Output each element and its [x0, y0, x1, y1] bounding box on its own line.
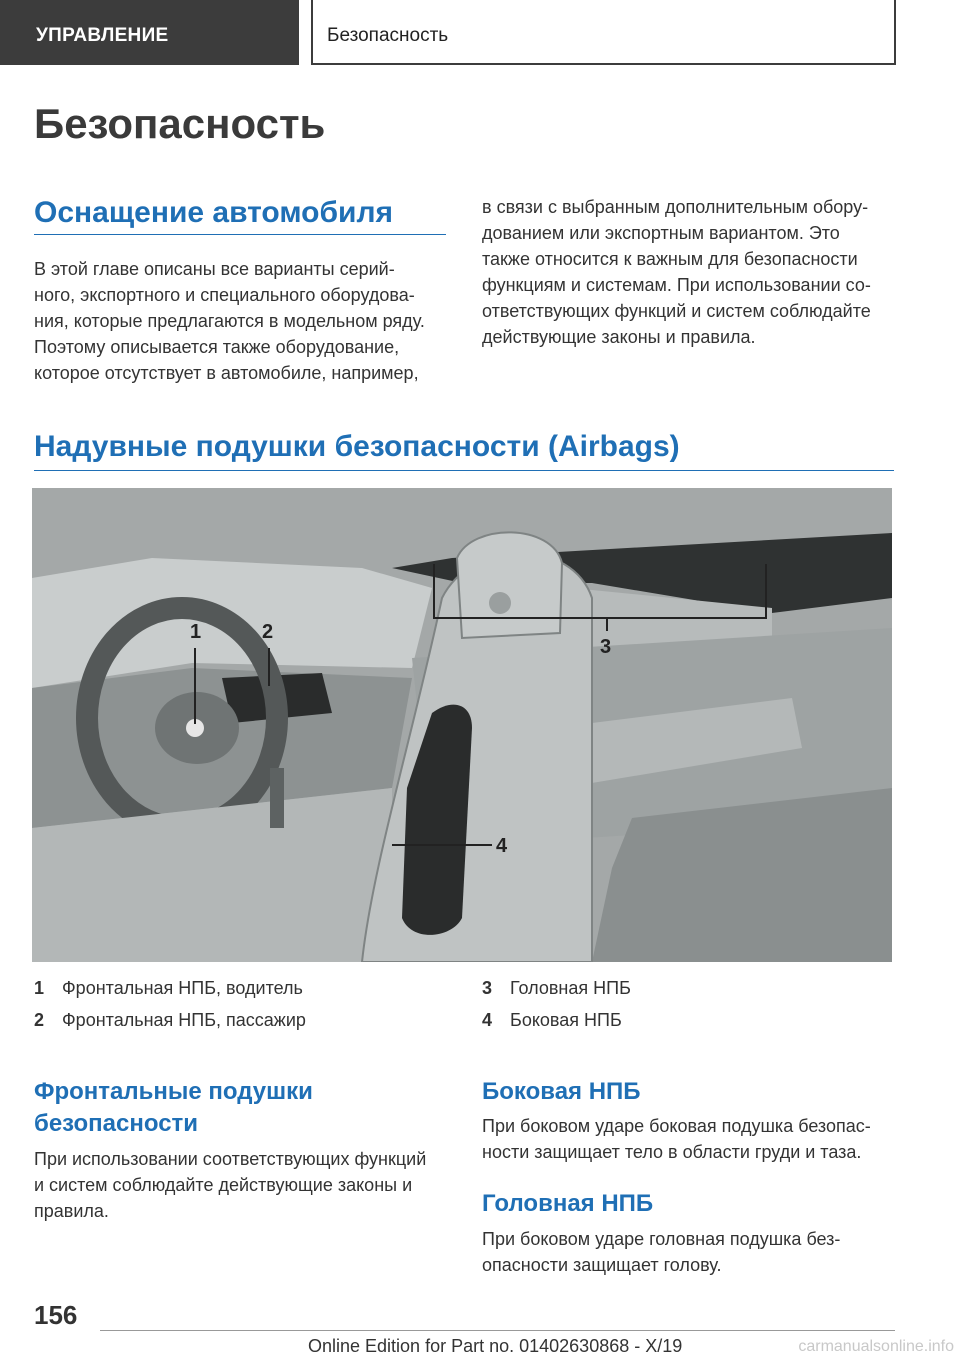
legend-number: 1: [34, 978, 45, 998]
legend-number: 2: [34, 1010, 45, 1030]
callout-4: 4: [496, 835, 508, 857]
side-airbag-heading: Боковая НПБ: [482, 1078, 641, 1105]
front-airbags-text: [34, 1146, 426, 1224]
legend-label: Фронтальная НПБ, пассажир: [62, 1010, 306, 1030]
front-airbags-heading: [34, 1076, 313, 1140]
text-line: При боковом ударе боковая подушка безопас-: [482, 1116, 871, 1136]
text-line: правила.: [34, 1201, 109, 1221]
gear-lever: [270, 768, 284, 828]
heading-line: безопасности: [34, 1110, 199, 1137]
text-line: ного, экспортного и специального оборудова-: [34, 285, 415, 305]
footer-edition: Online Edition for Part no. 01402630868 - X/19: [308, 1336, 683, 1356]
legend-label: Боковая НПБ: [510, 1010, 622, 1030]
text-line: функциям и системам. При использовании со-: [482, 275, 871, 295]
legend-number: 4: [482, 1010, 493, 1030]
heading-line: Фронтальные подушки: [34, 1078, 313, 1105]
text-line: также относится к важным для безопасности: [482, 249, 858, 269]
airbag-illustration: [32, 488, 892, 962]
text-line: которое отсутствует в автомобиле, например,: [34, 363, 419, 383]
text-line: При использовании соответствующих функций: [34, 1149, 427, 1169]
head-airbag-heading: Головная НПБ: [482, 1190, 654, 1217]
header-chapter-tab: Безопасность: [311, 0, 896, 65]
head-airbag-text: [482, 1226, 840, 1278]
text-line: ответствующих функций и систем соблюдайте: [482, 301, 871, 321]
page-title: Безопасность: [34, 100, 326, 147]
text-line: и систем соблюдайте действующие законы и: [34, 1175, 413, 1195]
callout-3: 3: [600, 636, 612, 658]
equipment-right-text: [482, 194, 871, 350]
footer-rule: [100, 1330, 895, 1331]
page-number: 156: [34, 1300, 78, 1330]
legend-label: Фронтальная НПБ, водитель: [62, 978, 303, 998]
airbags-heading: Надувные подушки безопасности (Airbags): [34, 430, 680, 463]
watermark: carmanualsonline.info: [798, 1338, 954, 1355]
headrest: [457, 532, 562, 638]
equipment-left-text: [34, 256, 425, 386]
equipment-heading: Оснащение автомобиля: [34, 196, 394, 229]
text-line: опасности защищает голову.: [482, 1255, 722, 1275]
text-line: в связи с выбранным дополнительным обору-: [482, 197, 869, 217]
header-section-tab: УПРАВЛЕНИЕ: [0, 0, 299, 65]
text-line: дованием или экспортным вариантом. Это: [482, 223, 840, 243]
text-line: Поэтому описывается также оборудование,: [34, 337, 400, 357]
callout-1: 1: [190, 621, 202, 643]
airbags-heading-rule: [34, 470, 894, 471]
equipment-heading-rule: [34, 234, 446, 235]
text-line: При боковом ударе головная подушка без-: [482, 1229, 841, 1249]
text-line: ния, которые предлагаются в модельном ряду.: [34, 311, 425, 331]
text-line: В этой главе описаны все варианты серий-: [34, 259, 395, 279]
legend-number: 3: [482, 978, 493, 998]
side-airbag-text: [482, 1113, 871, 1165]
headrest-button: [489, 592, 511, 614]
callout-2: 2: [262, 621, 274, 643]
text-line: действующие законы и правила.: [482, 327, 756, 347]
legend-label: Головная НПБ: [510, 978, 631, 998]
text-line: ности защищает тело в области груди и таза.: [482, 1142, 862, 1162]
